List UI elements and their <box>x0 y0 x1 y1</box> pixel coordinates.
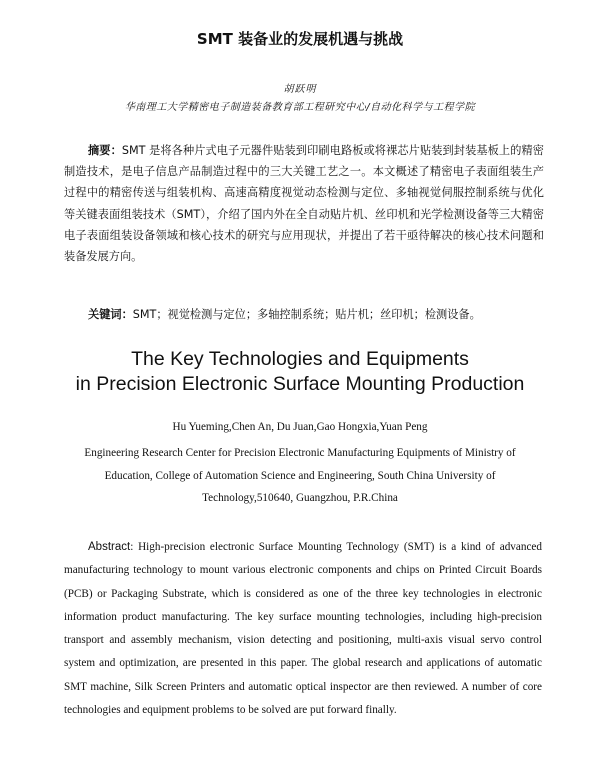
english-title-line-2: in Precision Electronic Surface Mounting Production <box>75 373 525 395</box>
english-abstract <box>64 536 542 722</box>
english-abstract-text: High-precision electronic Surface Mounting Technology (SMT) is a kind of advanced manufacturing technology to mount various electronic components and chips on Printed Circuit Boards (PCB) or Packaging Substrate, which is considered as one of the three key technologies in electronic information product manufacturing. The key surface mounting technologies, including high-precision transport and assembly mechanism, vision detecting and positioning, multi-axis visual servo control system and optimization, are presented in this paper. The global research and applications of automatic SMT machine, Silk Screen Printers and automatic optical inspector are then reviewed. A number of core technologies and equipment problems to be solved are put forward finally. <box>64 541 542 717</box>
chinese-abstract-text: SMT 是将各种片式电子元器件贴装到印刷电路板或将裸芯片贴装到封装基板上的精密制造技术，是电子信息产品制造过程中的三大关键工艺之一。本文概述了精密电子表面组装生产过程中的精密传送与组装机构、高速高精度视觉动态检测与定位、多轴视觉伺服控制系统与优化等关键表面组装技术（SMT），介绍了国内外在全自动贴片机、丝印机和光学检测设备等三大精密电子表面组装设备领域和核心技术的研究与应用现状，并提出了若干亟待解决的核心技术问题和装备发展方向。 <box>64 144 544 264</box>
chinese-title: SMT 装备业的发展机遇与挑战 <box>196 30 404 48</box>
chinese-keywords-text: SMT；视觉检测与定位；多轴控制系统；贴片机；丝印机；检测设备。 <box>132 308 481 321</box>
chinese-abstract <box>64 140 544 267</box>
chinese-keywords-label: 关键词： <box>88 308 133 321</box>
english-title <box>0 347 600 397</box>
chinese-author: 胡跃明 <box>283 84 317 95</box>
english-abstract-label: Abstract <box>88 541 131 553</box>
chinese-affiliation: 华南理工大学精密电子制造装备教育部工程研究中心/自动化科学与工程学院 <box>124 102 476 113</box>
english-affiliation: Engineering Research Center for Precision Electronic Manufacturing Equipments of Ministry of Education, College of Automation Science and Engineering, South China University of Technology,510640, Guangzhou, P.R.China <box>84 447 516 504</box>
english-abstract-colon: : <box>130 541 134 553</box>
english-authors: Hu Yueming,Chen An, Du Juan,Gao Hongxia,Yuan Peng <box>172 421 428 433</box>
chinese-keywords <box>64 305 544 325</box>
english-title-line-1: The Key Technologies and Equipments <box>131 348 469 370</box>
chinese-abstract-label: 摘要： <box>88 144 122 157</box>
